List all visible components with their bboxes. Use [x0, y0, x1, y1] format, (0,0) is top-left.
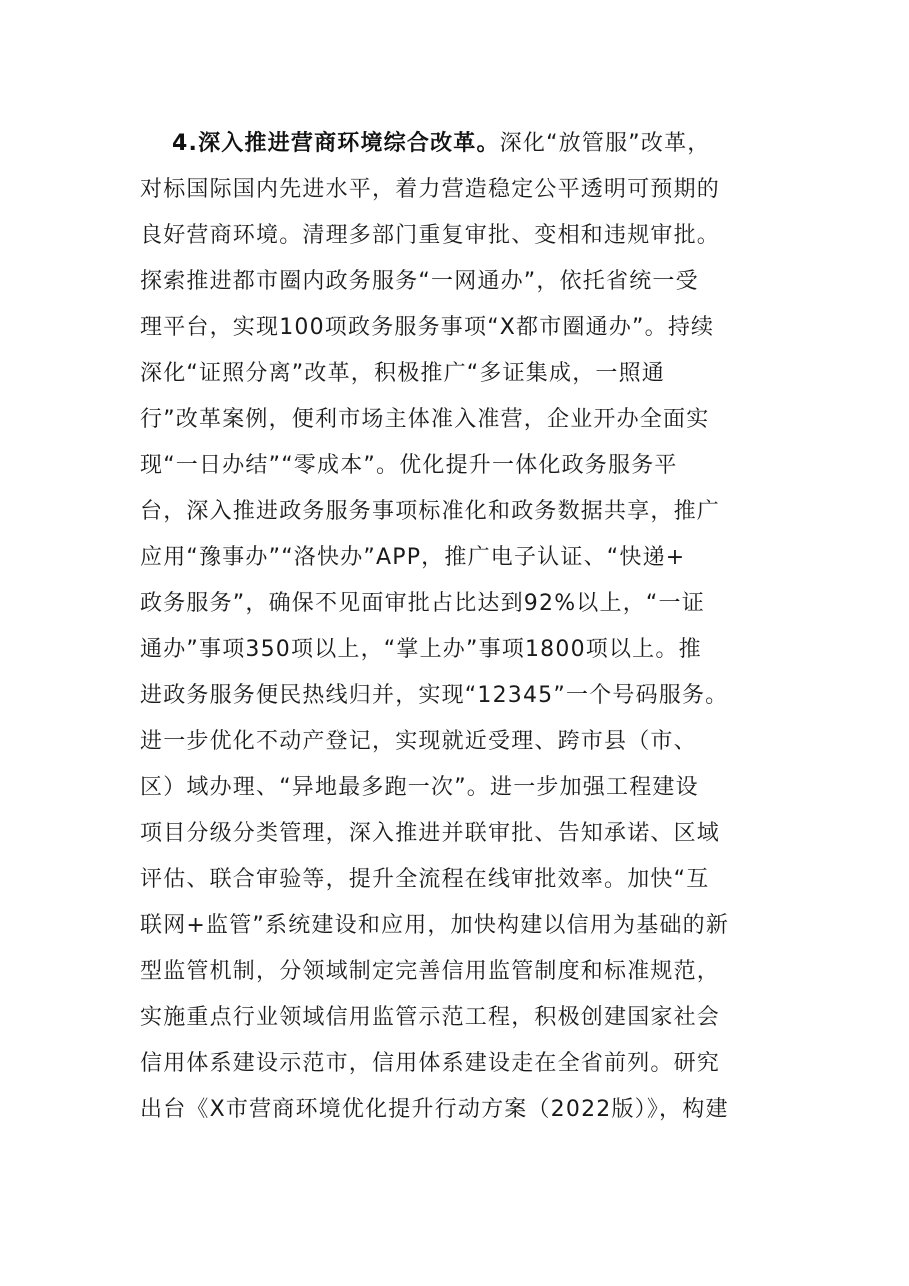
text-line: 区）域办理、“异地最多跑一次”。进一步加强工程建设	[140, 775, 699, 800]
section-heading: 4.深入推进营商环境综合改革。	[172, 131, 500, 156]
text-line: 良好营商环境。清理多部门重复审批、变相和违规审批。	[140, 223, 721, 248]
text-line: 行”改革案例，便利市场主体准入准营，企业开办全面实	[140, 407, 710, 432]
text-line: 项目分级分类管理，深入推进并联审批、告知承诺、区域	[140, 821, 721, 846]
text-line: 通办”事项350项以上，“掌上办”事项1800项以上。推	[140, 637, 702, 662]
text-line: 应用“豫事办”“洛快办”APP，推广电子认证、“快递+	[140, 545, 686, 570]
text-line: 政务服务”，确保不见面审批占比达到92%以上，“一证	[140, 591, 705, 616]
text-line: 出台《X市营商环境优化提升行动方案（2022版）》，构建	[140, 1097, 729, 1122]
text-line: 进一步优化不动产登记，实现就近受理、跨市县（市、	[140, 729, 697, 754]
text-line: 对标国际国内先进水平，着力营造稳定公平透明可预期的	[140, 177, 721, 202]
text-line: 探索推进都市圈内政务服务“一网通办”，依托省统一受	[140, 269, 699, 294]
paragraph-first-line	[172, 124, 710, 164]
text-line: 进政务服务便民热线归并，实现“12345”一个号码服务。	[140, 683, 729, 708]
text-line: 深化“证照分离”改革，积极推广“多证集成，一照通	[140, 361, 665, 386]
text-line: 联网+监管”系统建设和应用，加快构建以信用为基础的新	[140, 913, 730, 938]
text-line: 台，深入推进政务服务事项标准化和政务数据共享，推广	[140, 499, 721, 524]
first-line-text: 深化“放管服”改革，	[499, 131, 711, 156]
text-line: 现“一日办结”“零成本”。优化提升一体化政务服务平	[140, 453, 678, 478]
text-line: 实施重点行业领域信用监管示范工程，积极创建国家社会	[140, 1005, 721, 1030]
text-line: 评估、联合审验等，提升全流程在线审批效率。加快“互	[140, 867, 710, 892]
text-line: 信用体系建设示范市，信用体系建设走在全省前列。研究	[140, 1051, 721, 1076]
text-line: 理平台，实现100项政务服务事项“X都市圈通办”。持续	[140, 315, 715, 340]
text-line: 型监管机制，分领域制定完善信用监管制度和标准规范，	[140, 959, 721, 984]
